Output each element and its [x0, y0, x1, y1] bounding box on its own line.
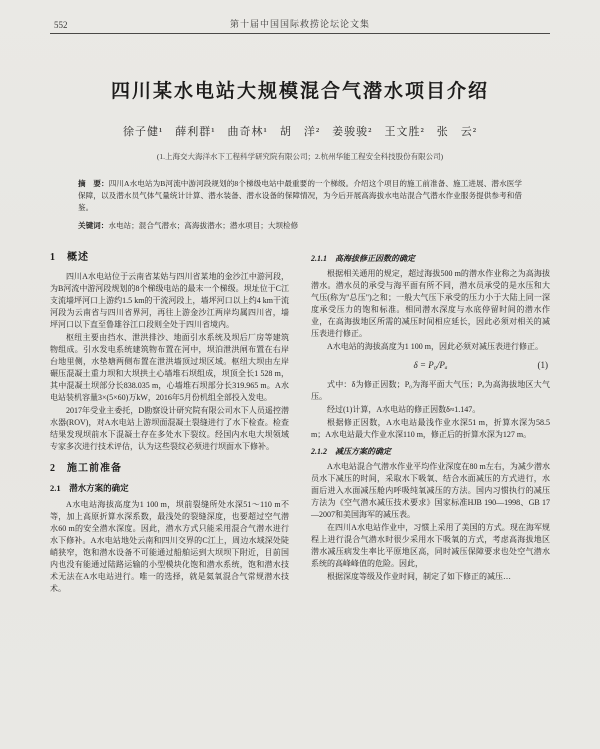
abstract-text: 四川A水电站为B河流中游河段规划的8个梯级电站中最重要的一个梯级。介绍这个项目的施工前准备、施工进展、潜水医学保障，以及潜水员气体气量统计计算、潜水装备、潜水设备的保障情况，为今后开展高海拔水电站混合气潜水作业服务提供参考和借鉴。 — [78, 179, 523, 212]
paper-title: 四川某水电站大规模混合气潜水项目介绍 — [110, 81, 489, 102]
equation-number: (1) — [537, 360, 548, 371]
header-rule — [50, 33, 550, 34]
affiliation-line: (1.上海交大海洋水下工程科学研究院有限公司；2.杭州华能工程安全科技股份有限公司) — [156, 152, 444, 161]
paragraph: 枢纽主要由挡水、泄洪排沙、地面引水系统及坝后厂房等建筑物组成。引水发电系统建筑物布置在河中，坝泊泄洪闸布置在右岸台地里侧，水垫塘两侧布置在泄洪墙顶过坝区域。枢纽大坝由左岸碾压混凝土重力坝和大坝拱土心墙堆石坝组成，坝顶全长1 528 m，其中混凝土坝部分长838.035 m，心墙堆石坝部分长319.965 m。A水电站装机容量3×(5×60)万kW，2016年5月份机组全部投入发电。 — [50, 333, 289, 403]
abstract-label: 摘 要： — [78, 179, 109, 188]
paragraph: 根据修正因数，A水电站最浅作业水深51 m，折算水深为58.5 m；A水电站最大作业水深110 m，修正后的折算水深为127 m。 — [311, 417, 550, 439]
page-number: 552 — [54, 20, 68, 30]
equation-body: δ = P₀/Pₐ — [413, 360, 448, 371]
proceedings-title: 第十届中国国际救捞论坛论文集 — [229, 19, 370, 29]
keywords-block — [78, 220, 522, 232]
equation-1 — [311, 359, 550, 373]
paragraph: 在四川A水电站作业中，习惯上采用了美国的方式。现在海军规程上进行混合气潜水时很少采用水下吸氧的方式，考虑高海拔地区潜水减压病发生率比平原地区高，同时减压保障要求也处空气潜水系统的高峰峰值的危险。因此， — [311, 522, 550, 568]
authors-line: 徐子健¹ 薛利群¹ 曲奇林¹ 胡 洋² 姜骏骏² 王文胜² 张 云² — [122, 126, 478, 138]
paragraph: A水电站的海拔高度为1 100 m，因此必须对减压表进行修正。 — [327, 342, 543, 352]
body-columns — [50, 248, 550, 596]
section-2-1-heading: 2.1 潜水方案的确定 — [50, 483, 129, 494]
section-1-heading: 1 概述 — [50, 252, 89, 264]
abstract-block — [78, 178, 522, 213]
left-column — [50, 248, 289, 596]
section-2-heading: 2 施工前准备 — [50, 463, 122, 475]
paragraph: 式中：δ为修正因数；P₀为海平面大气压；Pₐ为高海拔地区大气压。 — [311, 379, 550, 401]
paragraph: A水电站混合气潜水作业平均作业深度在80 m左右，为减少潜水员水下减压的时间，采取水下吸氧、结合水面减压的方式进行，水面后进入水面减压舱内呼吸纯氧减压的方法。国内习惯执行的减压方法为《空气潜水减压技术要求》国家标准HJB 190—1998、GB 17—2007和美国海军的减压表。 — [311, 461, 550, 519]
right-column — [311, 248, 550, 596]
section-2-1-1-heading: 2.1.1 高海拔修正因数的确定 — [311, 254, 415, 264]
paragraph: 经过(1)计算，A水电站的修正因数δ≈1.147。 — [327, 404, 481, 414]
paragraph: 根据深度等级及作业时间，制定了如下修正的减压… — [327, 571, 511, 581]
keywords-label: 关键词： — [78, 221, 109, 231]
keywords-text: 水电站；混合气潜水；高海拔潜水；潜水项目；大坝检修 — [108, 221, 299, 231]
paragraph: 根据相关通用的规定，超过海拔500 m的潜水作业称之为高海拔潜水。潜水员的承受与海平面有所不同，潜水员承受的是水压和大气压(称为"总压")之和；一般大气压下承受的压力小于大陆上同一深度承受压力的饱和标准。相同潜水深度与水底停留时间的潜水作业，在高海拔地区所需的减压时间相应延长，因此必须对相关的减压表进行修正。 — [311, 269, 550, 339]
paragraph: A水电站海拔高度为1 100 m，坝前裂缝所处水深51～110 m不等，加上高原折算水深系数，最浅处的裂缝深度，也要超过空气潜水60 m的安全潜水深度。因此，潜水方式只能采用混合气潜水进行水下修补。A水电站地处云南和四川交界的C江上，周边水域深处陡峭狭窄，饱和潜水设备不可能通过船舶运到大坝坝下附近，目前国内也没有能通过陆路运输的小型模块化饱和潜水系统，饱和潜水技术无法在A水电站进行。唯一的选择，就是氦氧混合气常规潜水技术。 — [50, 499, 289, 593]
paragraph: 四川A水电站位于云南省某姑与四川省某地的金沙江中游河段，为B河流中游河段规划的8个梯级电站的最末一个梯级。坝址位于C江支流墙坪河口上游约1.5 km的干流河段上，墙坪河口以上约4 km干流河段为云南省与四川省界河，再往上游金沙江两岸均属四川省，墙坪河口以下直至鲁雄谷江口段则全处于四川省境内。 — [50, 272, 289, 330]
paragraph: 2017年受业主委托，D勘察设计研究院有限公司水下人员遥控潜水器(ROV)，对A水电站上游坝面混凝土裂缝进行了水下检查。检查结果发现坝前水下混凝土存在多处水下裂纹。经国内水电大坝领域专家多次进行技术评估，认为这些裂纹必须进行坝面水下修补。 — [50, 406, 289, 452]
running-header — [50, 20, 550, 33]
section-2-1-2-heading: 2.1.2 减压方案的确定 — [311, 446, 391, 456]
